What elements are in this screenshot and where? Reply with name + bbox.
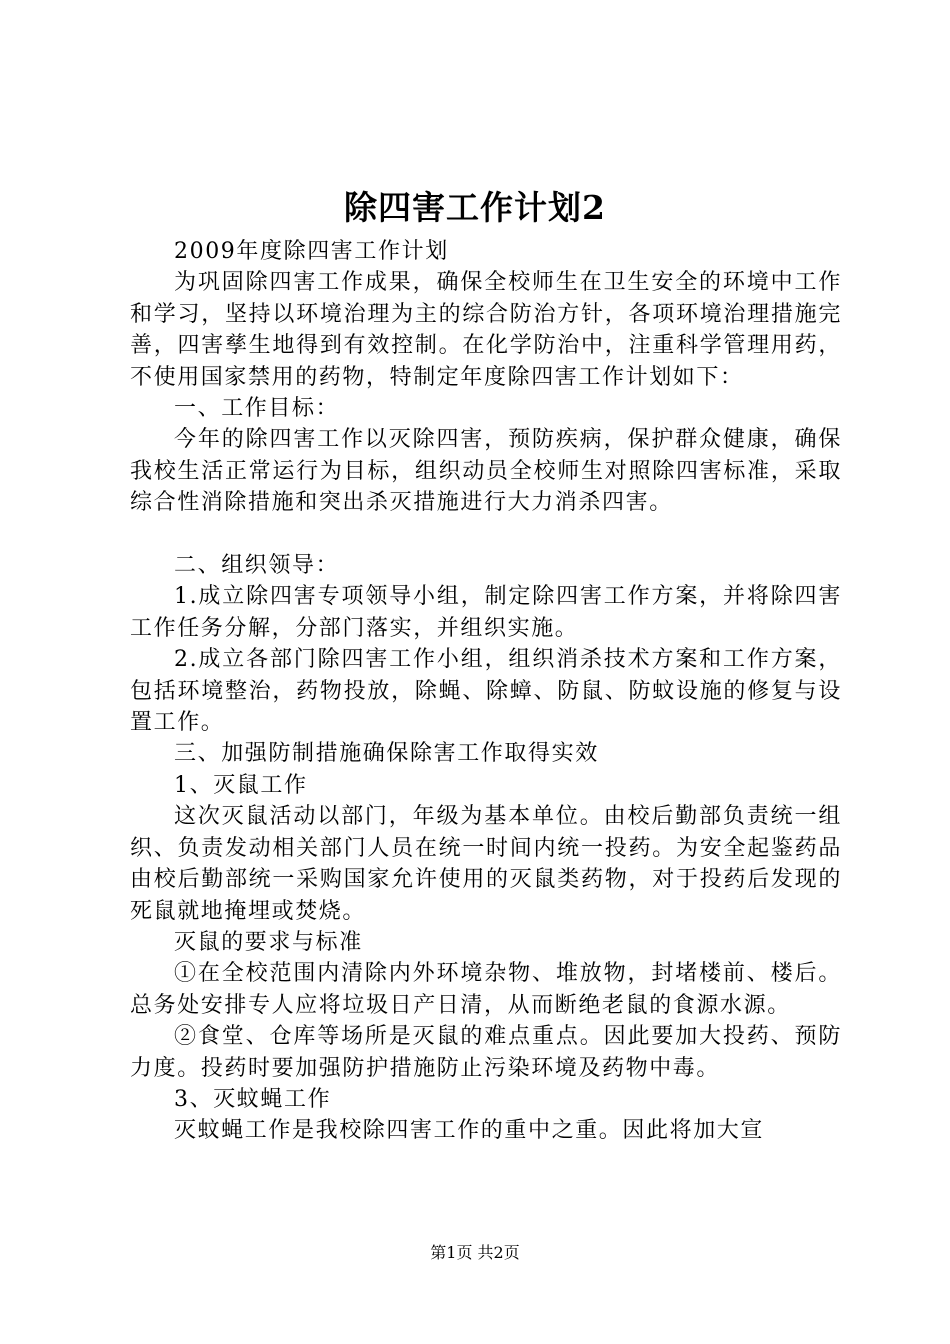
paragraph-section-org-heading: 二、组织领导： <box>174 553 340 579</box>
paragraph-section-goal-heading: 一、工作目标： <box>174 396 340 422</box>
document-title: 除四害工作计划2 <box>344 188 606 227</box>
paragraph-rat-standard-2: ②食堂、仓库等场所是灭鼠的难点重点。因此要加大投药、预防力度。投药时要加强防护措施防止污染环境及药物中毒。 <box>130 1024 842 1081</box>
paragraph-goal: 今年的除四害工作以灭除四害，预防疾病，保护群众健康，确保我校生活正常运行为目标，组织动员全校师生对照除四害标准，采取综合性消除措施和突出杀灭措施进行大力消杀四害。 <box>130 427 842 516</box>
paragraph-mosquito-body: 灭蚊蝇工作是我校除四害工作的重中之重。因此将加大宣 <box>174 1118 765 1144</box>
page-footer: 第1页 共2页 <box>430 1243 520 1262</box>
paragraph-section-measures-heading: 三、加强防制措施确保除害工作取得实效 <box>174 741 599 767</box>
paragraph-rat-standards-heading: 灭鼠的要求与标准 <box>174 929 363 955</box>
paragraph-rat-standard-1: ①在全校范围内清除内外环境杂物、堆放物，封堵楼前、楼后。总务处安排专人应将垃圾日产日清，从而断绝老鼠的食源水源。 <box>130 961 842 1018</box>
paragraph-intro: 为巩固除四害工作成果，确保全校师生在卫生安全的环境中工作和学习，坚持以环境治理为主的综合防治方针，各项环境治理措施完善，四害孳生地得到有效控制。在化学防治中，注重科学管理用药，不使用国家禁用的药物，特制定年度除四害工作计划如下： <box>130 270 842 390</box>
paragraph-org-item-1: 1.成立除四害专项领导小组，制定除四害工作方案，并将除四害工作任务分解，分部门落实，并组织实施。 <box>130 584 842 641</box>
paragraph-rat-body: 这次灭鼠活动以部门，年级为基本单位。由校后勤部负责统一组织、负责发动相关部门人员在统一时间内统一投药。为安全起鉴药品由校后勤部统一采购国家允许使用的灭鼠类药物，对于投药后发现的死鼠就地掩埋或焚烧。 <box>130 804 842 924</box>
paragraph-mosquito-heading: 3、灭蚊蝇工作 <box>174 1086 332 1112</box>
paragraph-org-item-2: 2.成立各部门除四害工作小组，组织消杀技术方案和工作方案，包括环境整治，药物投放，除蝇、除蟑、防鼠、防蚊设施的修复与设置工作。 <box>130 647 842 736</box>
paragraph-blank <box>130 519 842 550</box>
paragraph-plan-heading: 2009年度除四害工作计划 <box>174 239 449 264</box>
paragraph-rat-heading: 1、灭鼠工作 <box>174 772 308 798</box>
document-body <box>130 236 842 1147</box>
